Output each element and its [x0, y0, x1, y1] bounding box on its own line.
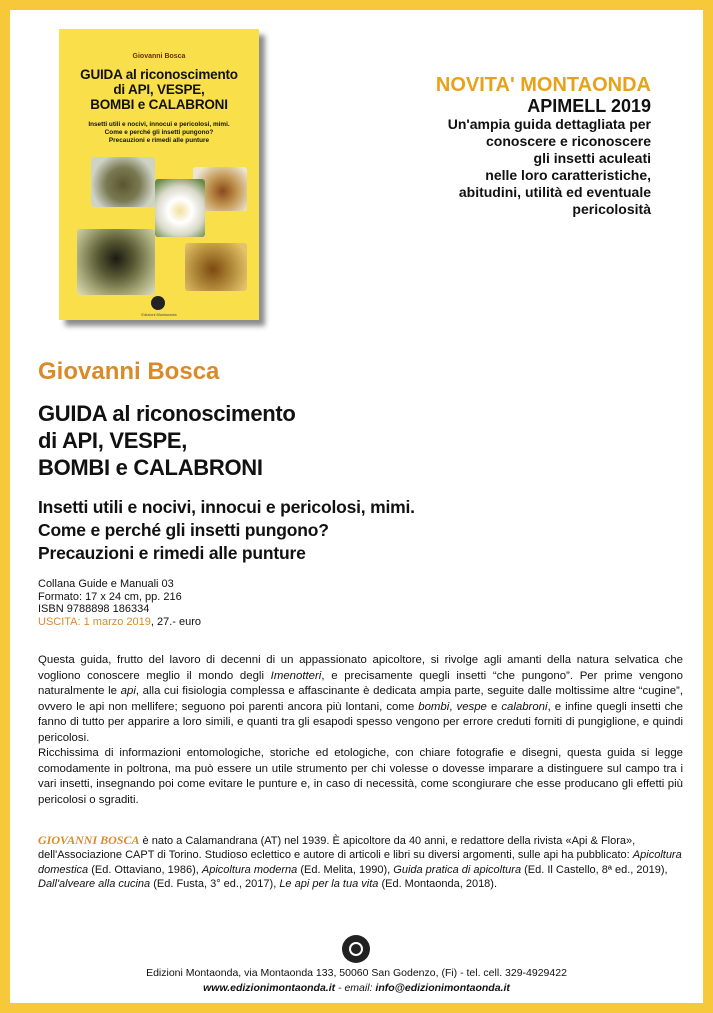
cover-photo-hornet: [185, 243, 247, 291]
email-link[interactable]: info@edizionimontaonda.it: [375, 982, 510, 994]
cover-subtitle: [65, 121, 253, 145]
cover-photo-bumblebee: [77, 229, 155, 295]
collana: Collana Guide e Manuali 03: [38, 578, 174, 590]
book-title-line: GUIDA al riconoscimento: [38, 401, 296, 426]
promo-line: Un'ampia guida dettagliata per: [447, 116, 651, 132]
book-title-line: di API, VESPE,: [38, 428, 188, 453]
promo-line: nelle loro caratteristiche,: [485, 167, 651, 183]
cover-subtitle-line: Precauzioni e rimedi alle punture: [108, 137, 210, 144]
author-name: Giovanni Bosca: [38, 358, 220, 385]
description-text: [38, 653, 683, 808]
book-title-line: BOMBI e CALABRONI: [38, 455, 263, 480]
bio-name: GIOVANNI BOSCA: [38, 833, 140, 847]
promo-line: gli insetti aculeati: [533, 150, 651, 166]
cover-subtitle-line: Insetti utili e nocivi, innocui e pericolosi, mimi.: [88, 121, 230, 128]
cover-subtitle-line: Come e perché gli insetti pungono?: [104, 129, 214, 136]
isbn: ISBN 9788898 186334: [38, 603, 150, 615]
cover-author: Giovanni Bosca: [132, 53, 186, 60]
flyer-page: [10, 10, 703, 1003]
promo-description: [436, 116, 651, 218]
cover-title-line: BOMBI e CALABRONI: [90, 97, 228, 112]
cover-photo-wasp: [91, 157, 155, 207]
cover-title-line: GUIDA al riconoscimento: [80, 67, 238, 82]
description-paragraph-1: Questa guida, frutto del lavoro di decenni di un appassionato apicoltore, si rivolge agli amanti della natura selvatica che vogliono conoscere meglio il mondo degli Imenotteri, e precisamente quegli insetti “che pungono”. Per prime vengono naturalmente le api, alla cui fisiologia complessa e affascinante è dedicata ampia parte, seguite dalle moltissime altre “cugine”, ovvero le api non mellifere; seguono poi parenti ancora più lontani, come bombi, vespe e calabroni, e infine quegli insetti che fanno di tutto per apparire a loro simili, e quanti tra gli esapodi spesso vengono per errore creduti forniti di pungiglione, e quindi pericolosi.: [38, 654, 683, 744]
promo-novita: NOVITA' MONTAONDA: [435, 74, 651, 96]
price: , 27.- euro: [150, 615, 202, 628]
book-cover-image: [59, 29, 259, 320]
promo-line: conoscere e riconoscere: [486, 133, 651, 149]
publisher-logo-icon: [342, 935, 370, 963]
publisher-contacts: www.edizionimontaonda.it - email: info@edizionimontaonda.it: [203, 982, 510, 994]
promo-apimell: APIMELL 2019: [527, 96, 651, 116]
publisher-address: Edizioni Montaonda, via Montaonda 133, 50060 San Godenzo, (Fi) - tel. cell. 329-4929422: [146, 967, 567, 979]
cover-title-line: di API, VESPE,: [113, 82, 205, 97]
description-paragraph-2: Ricchissima di informazioni entomologiche, storiche ed etologiche, con chiare fotografie e disegni, questa guida si legge comodamente in poltrona, ma può essere un utile strumento per chi volesse o dovesse imparare a distinguere sul campo tra i vari insetti, insegnando poi come evitare le punture e, in caso di necessità, come scongiurare che esse producano gli effetti più pericolosi o sgraditi.: [38, 747, 683, 806]
promo-block: [436, 74, 651, 218]
cover-publisher: Edizioni Montaonda: [141, 312, 177, 317]
book-details: [38, 578, 201, 628]
release-line: [38, 616, 201, 629]
book-title: [38, 400, 296, 481]
formato: Formato: 17 x 24 cm, pp. 216: [38, 590, 182, 603]
promo-line: abitudini, utilità ed eventuale: [458, 184, 651, 200]
website-link[interactable]: www.edizionimontaonda.it: [203, 982, 336, 994]
release-date: USCITA: 1 marzo 2019: [38, 615, 151, 628]
cover-logo-icon: [151, 296, 165, 310]
book-subtitle: [38, 496, 415, 565]
book-subtitle-line: Come e perché gli insetti pungono?: [38, 520, 329, 540]
cover-title: [65, 67, 253, 112]
cover-photo-flower: [155, 179, 205, 237]
book-subtitle-line: Insetti utili e nocivi, innocui e pericolosi, mimi.: [38, 497, 415, 517]
book-subtitle-line: Precauzioni e rimedi alle punture: [38, 543, 306, 563]
promo-line: pericolosità: [572, 201, 651, 217]
author-bio: GIOVANNI BOSCA è nato a Calamandrana (AT) nel 1939. È apicoltore da 40 anni, e redattore della rivista «Api & Flora», dell'Associazione CAPT di Torino. Studioso eclettico e autore di articoli e libri su diversi argomenti, sulle api ha pubblicato: Apicoltura domestica (Ed. Ottaviano, 1986), Apicoltura moderna (Ed. Melita, 1990), Guida pratica di apicoltura (Ed. Il Castello, 8ª ed., 2019), Dall'alveare alla cucina (Ed. Fusta, 3° ed., 2017), Le api per la tua vita (Ed. Montaonda, 2018).: [38, 833, 682, 890]
